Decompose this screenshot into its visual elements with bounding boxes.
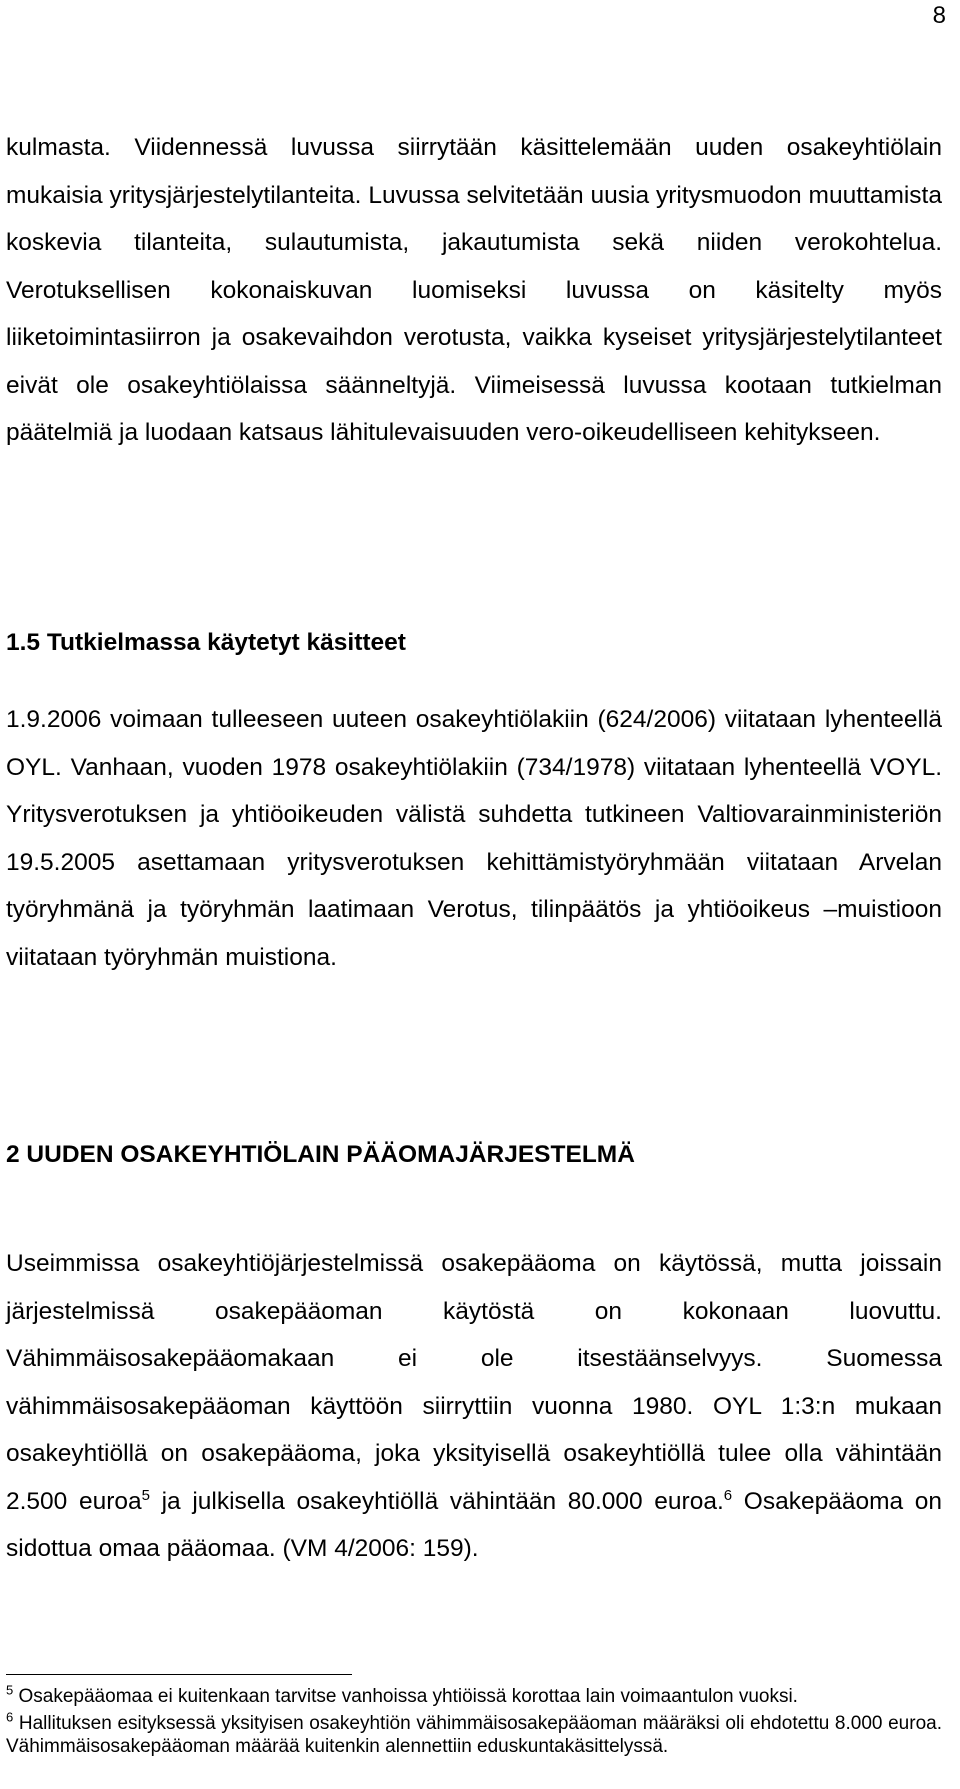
chapter-2-text-part3: Osakepääoma on sidottua omaa pääomaa. (VM 4/2006: 159). bbox=[6, 1487, 943, 1562]
footnotes bbox=[6, 1682, 942, 1762]
footnote-5 bbox=[6, 1682, 942, 1708]
chapter-2-text-part2: ja julkisella osakeyhtiöllä vähintään 80.000 euroa. bbox=[149, 1487, 724, 1515]
footnote-text: Hallituksen esityksessä yksityisen osakeyhtiön vähimmäisosakepääoman määräksi oli ehdotettu 8.000 euroa. Vähimmäisosakepääoman määrää kuitenkin alennettiin eduskuntakäsittelyssä. bbox=[6, 1713, 942, 1757]
footnote-6 bbox=[6, 1709, 942, 1758]
section-1-5-paragraph: 1.9.2006 voimaan tulleeseen uuteen osakeyhtiölakiin (624/2006) viitataan lyhenteellä OYL. Vanhaan, vuoden 1978 osakeyhtiölakiin (734/1978) viitataan lyhenteellä VOYL. Yritysverotuksen ja yhtiöoikeuden välistä suhdetta tutkineen Valtiovarainministeriön 19.5.2005 asettamaan yritysverotuksen kehittämistyöryhmään viitataan Arvelan työryhmänä ja työryhmän laatimaan Verotus, tilinpäätös ja yhtiöoikeus –muistioon viitataan työryhmän muistiona. bbox=[6, 706, 942, 971]
footnote-number: 6 bbox=[6, 1709, 14, 1725]
footnote-number: 5 bbox=[6, 1682, 14, 1698]
footnote-divider bbox=[6, 1674, 352, 1675]
footnote-text: Osakepääomaa ei kuitenkaan tarvitse vanhoissa yhtiöissä korottaa lain voimaantulon vuoksi. bbox=[13, 1686, 798, 1707]
intro-paragraph: kulmasta. Viidennessä luvussa siirrytään käsittelemään uuden osakeyhtiölain mukaisia yritysjärjestelytilanteita. Luvussa selvitetään uusia yritysmuodon muuttamista koskevia tilanteita, sulautumista, jakautumista sekä niiden verokohtelua. Verotuksellisen kokonaiskuvan luomiseksi luvussa on käsitelty myös liiketoimintasiirron ja osakevaihdon verotusta, vaikka kyseiset yritysjärjestelytilanteet eivät ole osakeyhtiölaissa säänneltyjä. Viimeisessä luvussa kootaan tutkielman päätelmiä ja luodaan katsaus lähitulevaisuuden vero-oikeudelliseen kehitykseen. bbox=[6, 134, 942, 446]
footnote-ref-6[interactable]: 6 bbox=[723, 1486, 733, 1504]
chapter-2-paragraph bbox=[6, 1240, 942, 1573]
chapter-2-text-part1: Useimmissa osakeyhtiöjärjestelmissä osakepääoma on käytössä, mutta joissain järjestelmissä osakepääoman käytöstä on kokonaan luovuttu. Vähimmäisosakepääomakaan ei ole itsestäänselvyys. Suomessa vähimmäisosakepääoman käyttöön siirryttiin vuonna 1980. OYL 1:3:n mukaan osakeyhtiöllä on osakepääoma, joka yksityisellä osakeyhtiöllä tulee olla vähintään 2.500 euroa bbox=[6, 1250, 942, 1515]
footnote-ref-5[interactable]: 5 bbox=[141, 1486, 150, 1504]
section-heading-1-5: 1.5 Tutkielmassa käytetyt käsitteet bbox=[6, 629, 406, 656]
page-number: 8 bbox=[932, 2, 946, 29]
chapter-2-heading: 2 UUDEN OSAKEYHTIÖLAIN PÄÄOMAJÄRJESTELMÄ bbox=[6, 1141, 635, 1168]
